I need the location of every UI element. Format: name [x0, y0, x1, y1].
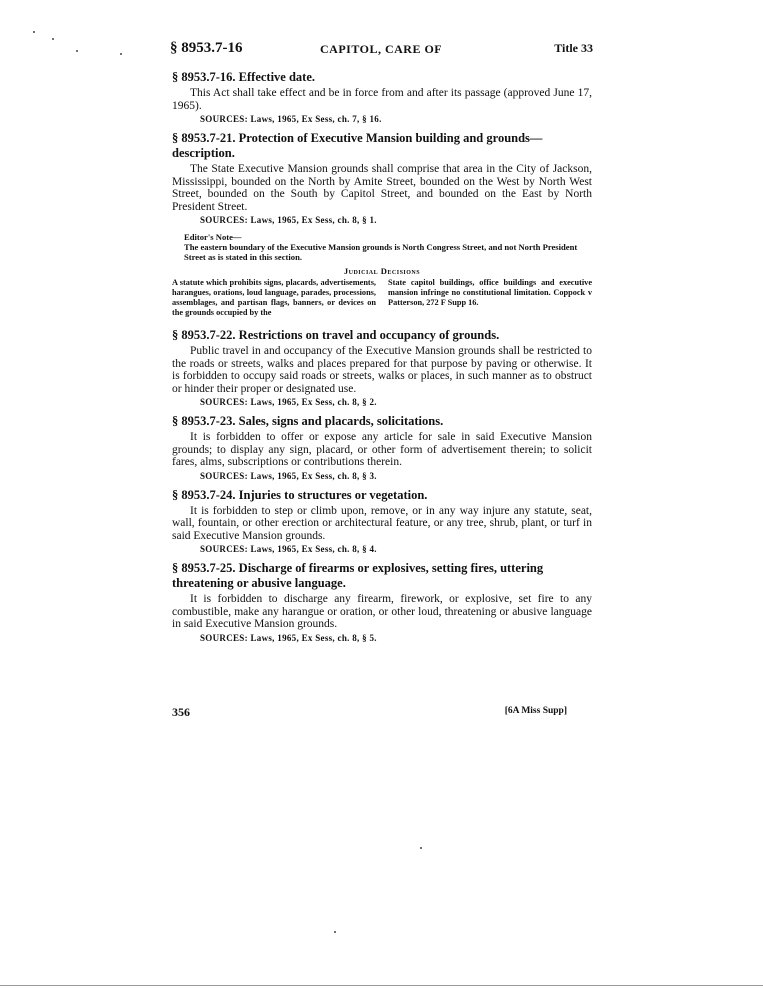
footer-supplement: [6A Miss Supp]	[504, 706, 567, 716]
section-sources: SOURCES: Laws, 1965, Ex Sess, ch. 8, § 5.	[200, 632, 377, 643]
section-heading: § 8953.7-21. Protection of Executive Mansion building and grounds—description.	[172, 131, 543, 160]
scan-edge-line	[0, 985, 763, 986]
header-section-ref: § 8953.7-16	[170, 40, 243, 56]
judicial-decisions-left: A statute which prohibits signs, placards, advertisements, harangues, orations, loud language, parades, processions, assemblages, and partisan flags, banners, or devices on the grounds occupied by the	[172, 278, 376, 317]
section-8953-7-25	[172, 561, 592, 643]
section-text: It is forbidden to step or climb upon, remove, or in any way injure any statute, seat, wall, fountain, or other erection or architectural feature, or any tree, shrub, plant, or turf in said Executive Mansion grounds.	[172, 504, 592, 542]
scan-speck	[76, 50, 78, 52]
section-text: This Act shall take effect and be in force from and after its passage (approved June 17, 1965).	[172, 87, 592, 112]
section-sources: SOURCES: Laws, 1965, Ex Sess, ch. 7, § 16.	[200, 114, 382, 124]
editors-note-title: Editor's Note—	[184, 232, 242, 242]
section-text: The State Executive Mansion grounds shall comprise that area in the City of Jackson, Mississippi, bounded on the North by Amite Street, bounded on the West by North West Street, bounded on the South by Capitol Street, and bounded on the East by North President Street.	[172, 163, 592, 213]
section-heading: § 8953.7-16. Effective date.	[172, 70, 316, 84]
page-header	[170, 40, 593, 60]
scan-speck	[120, 53, 122, 55]
scan-speck	[420, 847, 422, 849]
editors-note-text: The eastern boundary of the Executive Mansion grounds is North Congress Street, and not North President Street as is stated in this section.	[184, 242, 578, 262]
editors-note	[184, 232, 592, 262]
judicial-decisions	[172, 278, 592, 318]
section-8953-7-21	[172, 131, 592, 225]
section-heading: § 8953.7-22. Restrictions on travel and occupancy of grounds.	[172, 328, 500, 342]
section-8953-7-16	[172, 70, 592, 124]
section-text: It is forbidden to discharge any firearm, firework, or explosive, set fire to any combustible, make any harangue or oration, or other loud, threatening or abusive language in said Executive Mansion grounds.	[172, 593, 592, 630]
section-heading: § 8953.7-23. Sales, signs and placards, solicitations.	[172, 414, 444, 428]
scan-speck	[334, 931, 336, 933]
footer-page-number: 356	[172, 705, 190, 719]
section-sources: SOURCES: Laws, 1965, Ex Sess, ch. 8, § 3.	[200, 470, 377, 481]
header-title-number: Title 33	[554, 41, 593, 55]
scan-speck	[33, 31, 35, 33]
section-sources: SOURCES: Laws, 1965, Ex Sess, ch. 8, § 2.	[200, 397, 377, 407]
page-content	[172, 70, 592, 650]
section-heading: § 8953.7-24. Injuries to structures or vegetation.	[172, 487, 428, 502]
section-text: It is forbidden to offer or expose any article for sale in said Executive Mansion grounds; to display any sign, placard, or other form of advertisement therein; to solicit fares, alms, subscriptions or contributions therein.	[172, 431, 592, 468]
section-text: Public travel in and occupancy of the Executive Mansion grounds shall be restricted to the roads or streets, walks and places prepared for that purpose by paving or otherwise. It is forbidden to occupy said roads or streets, walks or places, in such manner as to obstruct or hinder their proper or designated use.	[172, 345, 592, 395]
section-sources: SOURCES: Laws, 1965, Ex Sess, ch. 8, § 1.	[200, 215, 377, 225]
section-heading: § 8953.7-25. Discharge of firearms or explosives, setting fires, uttering threatening or abusive language.	[172, 561, 544, 590]
judicial-decisions-right: State capitol buildings, office buildings and executive mansion infringe no constitutional limitation. Coppock v Patterson, 272 F Supp 16.	[388, 278, 592, 307]
section-sources: SOURCES: Laws, 1965, Ex Sess, ch. 8, § 4.	[200, 544, 377, 554]
scan-speck	[52, 38, 54, 40]
header-running-title: CAPITOL, CARE OF	[320, 42, 443, 56]
judicial-decisions-title: Judicial Decisions	[343, 266, 421, 276]
section-8953-7-24	[172, 488, 592, 555]
page-footer	[172, 705, 567, 723]
section-8953-7-23	[172, 414, 592, 481]
section-8953-7-22	[172, 328, 592, 407]
